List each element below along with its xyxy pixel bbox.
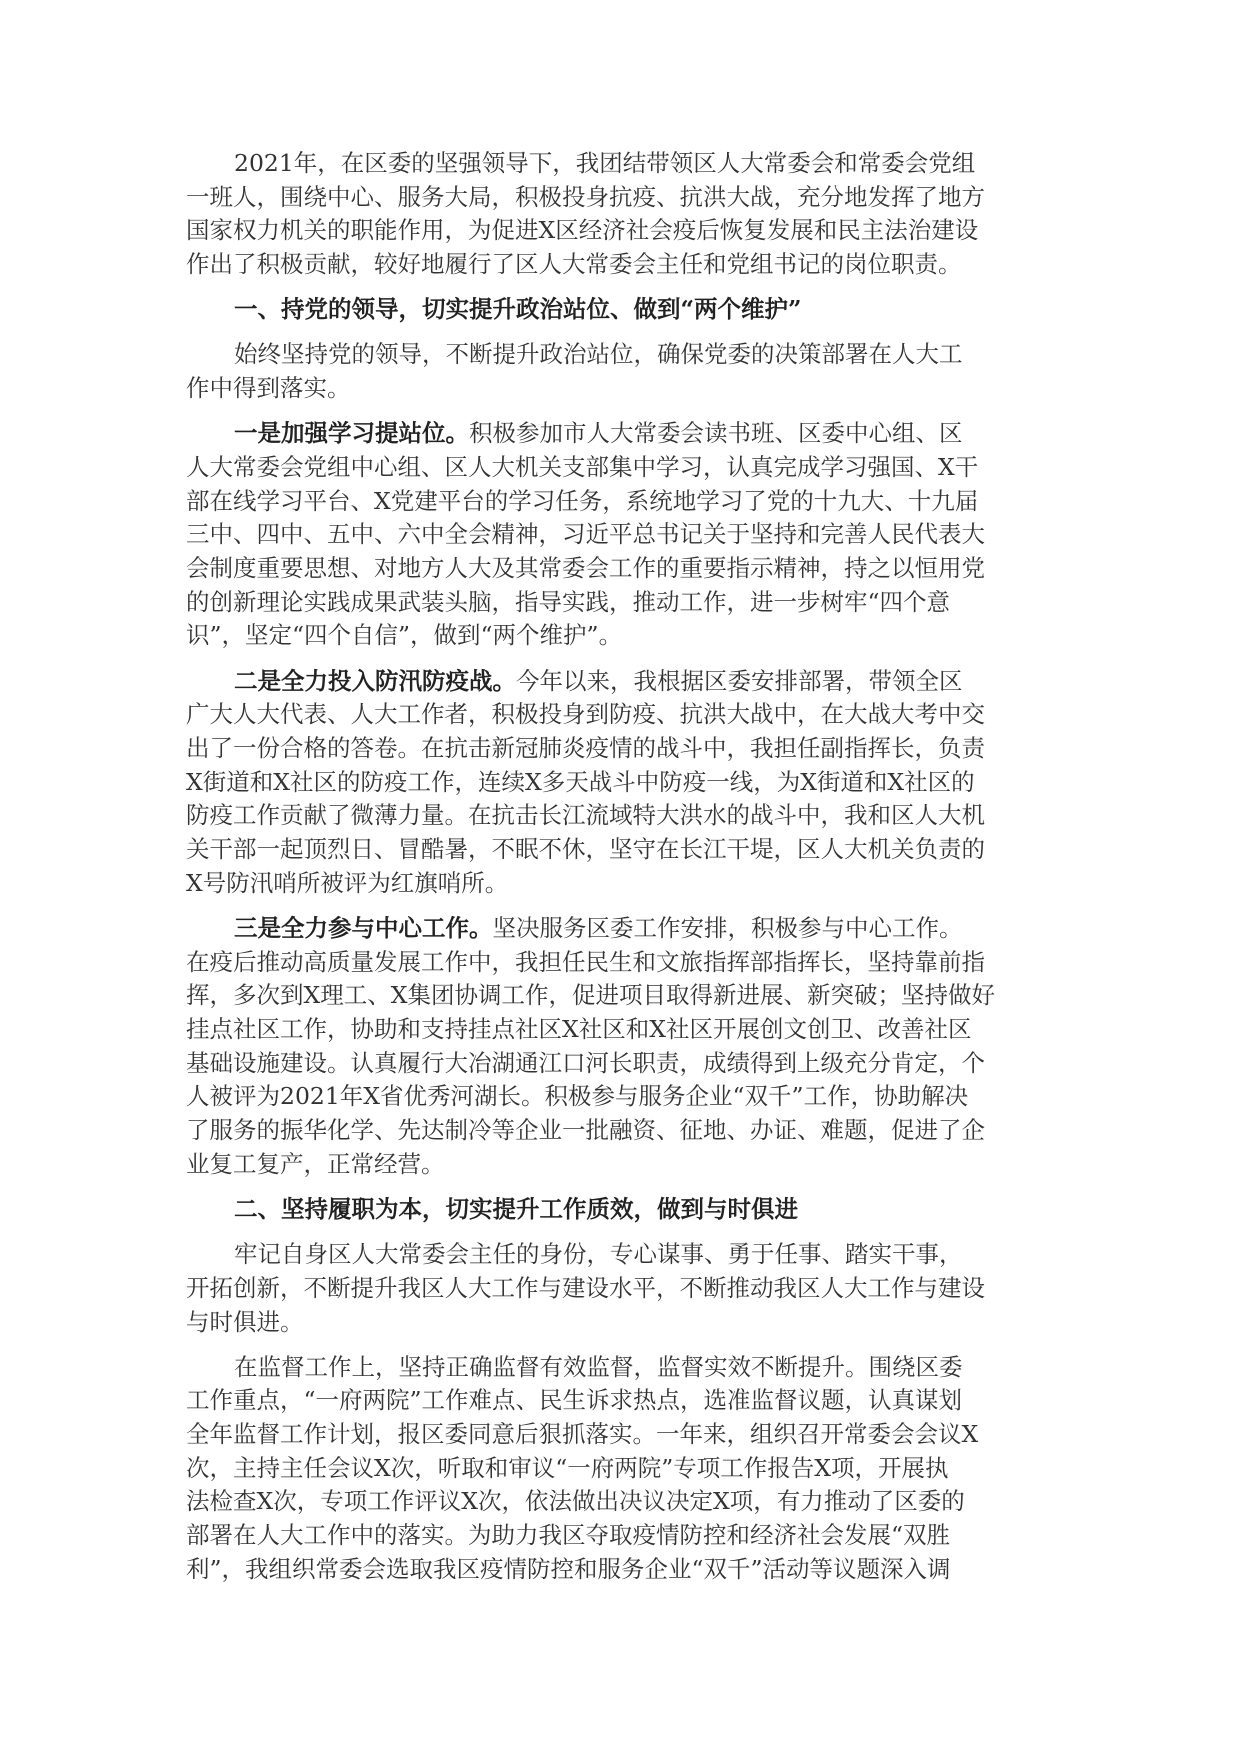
line-text: 利”，我组织常委会选取我区疫情防控和服务企业“双千”活动等议题深入调 [186, 1554, 951, 1583]
text-line [186, 1351, 1056, 1385]
line-text: 积极参加市人大常委会读书班、区委中心组、区 [469, 419, 963, 448]
text-line [186, 1080, 1056, 1114]
text-line [186, 214, 1056, 248]
line-text: X号防汛哨所被评为红旗哨所。 [186, 868, 509, 897]
text-line [186, 181, 1056, 215]
line-text: 法检查X次，专项工作评议X次，依法做出决议决定X项，有力推动了区委的 [186, 1487, 965, 1516]
line-text: 2021年，在区委的坚强领导下，我团结带领区人大常委会和常委会党组 [234, 149, 976, 177]
text-line [186, 833, 1056, 867]
line-text: 与时俱进。 [186, 1307, 304, 1336]
line-text: 今年以来，我根据区委安排部署，带领全区 [516, 666, 963, 695]
paragraph [186, 417, 1056, 653]
text-line [186, 293, 1056, 327]
line-text: 部在线学习平台、X党建平台的学习任务，系统地学习了党的十九大、十九届 [186, 486, 979, 515]
line-text: 会制度重要思想、对地方人大及其常委会工作的重要指示精神，持之以恒用党 [186, 554, 985, 583]
line-text: 一班人，围绕中心、服务大局，积极投身抗疫、抗洪大战，充分地发挥了地方 [186, 182, 985, 211]
text-line [186, 867, 1056, 901]
text-line [186, 1384, 1056, 1418]
line-text: 出了一份合格的答卷。在抗击新冠肺炎疫情的战斗中，我担任副指挥长，负责 [186, 734, 985, 762]
text-line [186, 1238, 1056, 1272]
paragraph [186, 338, 1056, 405]
lead-phrase: 一是加强学习提站位。 [234, 419, 469, 448]
paragraph [186, 1351, 1056, 1587]
text-line [186, 665, 1056, 699]
line-text: 基础设施建设。认真履行大冶湖通江口河长职责，成绩得到上级充分肯定，个 [186, 1048, 985, 1077]
lead-phrase: 二是全力投入防汛防疫战。 [234, 666, 516, 695]
line-text: 人被评为2021年X省优秀河湖长。积极参与服务企业“双千”工作，协助解决 [186, 1082, 969, 1111]
lead-phrase: 三是全力参与中心工作。 [234, 913, 493, 942]
text-line [186, 451, 1056, 485]
line-text: 全年监督工作计划，报区委同意后狠抓落实。一年来，组织召开常委会会议X [186, 1420, 979, 1449]
line-text: 关干部一起顶烈日、冒酷暑，不眠不休，坚守在长江干堤，区人大机关负责的 [186, 835, 985, 864]
line-text: 三中、四中、五中、六中全会精神，习近平总书记关于坚持和完善人民代表大 [186, 520, 985, 549]
text-line [186, 586, 1056, 620]
text-line [186, 1148, 1056, 1182]
line-text: 在疫后推动高质量发展工作中，我担任民生和文旅指挥部指挥长，坚持靠前指 [186, 947, 985, 976]
line-text: 始终坚持党的领导，不断提升政治站位，确保党委的决策部署在人大工 [234, 340, 963, 369]
text-line [186, 372, 1056, 406]
text-line [186, 1485, 1056, 1519]
line-text: 在监督工作上，坚持正确监督有效监督，监督实效不断提升。围绕区委 [234, 1352, 963, 1381]
text-line [186, 732, 1056, 766]
text-line [186, 946, 1056, 980]
line-text: 次，主持主任会议X次，听取和审议“一府两院”专项工作报告X项，开展执 [186, 1453, 949, 1482]
text-line [186, 552, 1056, 586]
text-line [186, 979, 1056, 1013]
text-line [186, 147, 1056, 181]
line-text: 业复工复产，正常经营。 [186, 1149, 445, 1178]
text-line [186, 1013, 1056, 1047]
text-line [186, 248, 1056, 282]
section-heading [186, 293, 1056, 327]
paragraph [186, 1238, 1056, 1339]
line-text: 部署在人大工作中的落实。为助力我区夺取疫情防控和经济社会发展“双胜 [186, 1521, 951, 1550]
text-line [186, 485, 1056, 519]
paragraph [186, 912, 1056, 1182]
line-text: 一、持党的领导，切实提升政治站位、做到“两个维护” [234, 295, 802, 324]
text-line [186, 1452, 1056, 1486]
text-line [186, 619, 1056, 653]
line-text: 广大人大代表、人大工作者，积极投身到防疫、抗洪大战中，在大战大考中交 [186, 700, 985, 729]
line-text: 防疫工作贡献了微薄力量。在抗击长江流域特大洪水的战斗中，我和区人大机 [186, 801, 985, 830]
line-text: 的创新理论实践成果武装头脑，指导实践，推动工作，进一步树牢“四个意 [186, 587, 951, 616]
text-line [186, 1047, 1056, 1081]
line-text: 作中得到落实。 [186, 374, 351, 403]
text-line [186, 912, 1056, 946]
text-line [186, 698, 1056, 732]
section-heading [186, 1193, 1056, 1227]
line-text: 坚决服务区委工作安排，积极参与中心工作。 [492, 913, 963, 942]
document-page [186, 147, 1056, 1598]
line-text: 牢记自身区人大常委会主任的身份，专心谋事、勇于任事、踏实干事， [234, 1240, 963, 1269]
line-text: X街道和X社区的防疫工作，连续X多天战斗中防疫一线，为X街道和X社区的 [186, 767, 975, 796]
line-text: 开拓创新，不断提升我区人大工作与建设水平，不断推动我区人大工作与建设 [186, 1273, 985, 1302]
text-line [186, 518, 1056, 552]
text-line [186, 799, 1056, 833]
text-line [186, 1418, 1056, 1452]
line-text: 二、坚持履职为本，切实提升工作质效，做到与时俱进 [234, 1194, 798, 1223]
text-line [186, 417, 1056, 451]
text-line [186, 1519, 1056, 1553]
line-text: 挥，多次到X理工、X集团协调工作，促进项目取得新进展、新突破；坚持做好 [186, 981, 995, 1010]
paragraph [186, 665, 1056, 901]
line-text: 挂点社区工作，协助和支持挂点社区X社区和X社区开展创文创卫、改善社区 [186, 1015, 972, 1043]
line-text: 人大常委会党组中心组、区人大机关支部集中学习，认真完成学习强国、X干 [186, 453, 979, 481]
line-text: 国家权力机关的职能作用，为促进X区经济社会疫后恢复发展和民主法治建设 [186, 216, 979, 245]
text-line [186, 1553, 1056, 1587]
text-line [186, 1114, 1056, 1148]
text-line [186, 1306, 1056, 1340]
text-line [186, 338, 1056, 372]
text-line [186, 1193, 1056, 1227]
line-text: 作出了积极贡献，较好地履行了区人大常委会主任和党组书记的岗位职责。 [186, 250, 962, 279]
line-text: 识”，坚定“四个自信”，做到“两个维护”。 [186, 621, 623, 650]
line-text: 工作重点，“一府两院”工作难点、民生诉求热点，选准监督议题，认真谋划 [186, 1386, 963, 1415]
text-line [186, 766, 1056, 800]
text-line [186, 1272, 1056, 1306]
paragraph [186, 147, 1056, 282]
line-text: 了服务的振华化学、先达制冷等企业一批融资、征地、办证、难题，促进了企 [186, 1116, 985, 1145]
